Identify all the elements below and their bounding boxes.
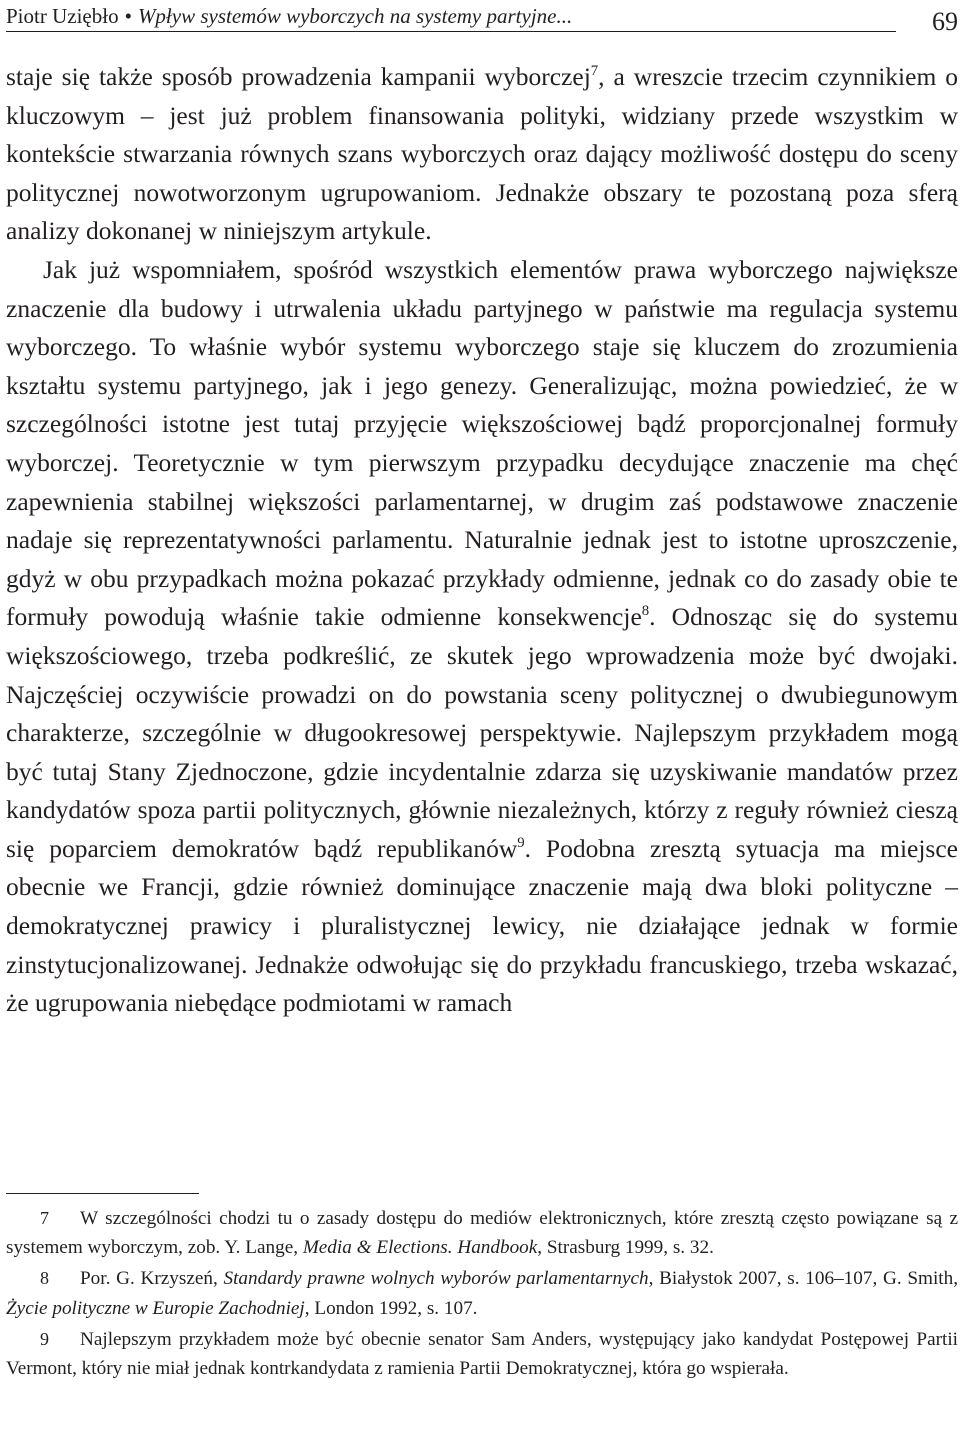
footnote-citation-title: Życie polityczne w Europie Zachodniej bbox=[6, 1297, 305, 1319]
footnote-ref-8: 8 bbox=[641, 603, 650, 620]
footnote-text: Por. G. Krzyszeń, bbox=[80, 1268, 224, 1290]
footnote-text: , Białystok 2007, s. 106–107, G. Smith, bbox=[648, 1268, 958, 1290]
footnote-number: 9 bbox=[40, 1328, 49, 1349]
footnote-ref-7: 7 bbox=[590, 62, 599, 79]
footnotes bbox=[6, 1204, 958, 1385]
header-rule bbox=[6, 31, 896, 32]
header-author: Piotr Uziębło bbox=[6, 4, 119, 28]
header-bullet-icon: • bbox=[124, 4, 132, 28]
footnote-separator bbox=[6, 1193, 199, 1194]
main-text bbox=[6, 58, 958, 1023]
document-page bbox=[6, 0, 958, 1444]
paragraph-1-text-a: staje się także sposób prowadzenia kampanii wyborczej bbox=[6, 62, 591, 91]
footnote-ref-9: 9 bbox=[517, 834, 525, 851]
paragraph-1-text-b: , a wreszcie trzecim czynnikiem o kluczowym – jest już problem finansowania polityki, widziany przede wszystkim w kontekście stwarzania równych szans wyborczych oraz dający możliwość dostępu do sceny politycznej nowotworzonym ugrupowaniom. Jednakże obszary te pozostaną poza sferą analizy dokonanej w niniejszym artykule. bbox=[6, 62, 958, 246]
footnote-text: , London 1992, s. 107. bbox=[304, 1297, 478, 1319]
footnote-text: , Strasburg 1999, s. 32. bbox=[537, 1237, 714, 1259]
running-header bbox=[6, 2, 958, 38]
footnote-number: 7 bbox=[40, 1208, 49, 1228]
paragraph-2-text-b: . Odnosząc się do systemu większościowego, trzeba podkreślić, ze skutek jego wprowadzenia może być dwojaki. Najczęściej oczywiście prowadzi on do powstania sceny politycznej o dwubiegunowym charakterze, szczególnie w długookresowej perspektywie. Najlepszym przykładem mogą być tutaj Stany Zjednoczone, gdzie incydentalnie zdarza się uzyskiwanie mandatów przez kandydatów spoza partii politycznych, głównie niezależnych, którzy z reguły również cieszą się poparciem demokratów bądź republikanów bbox=[6, 602, 958, 863]
footnote-citation-title: Media & Elections. Handbook bbox=[302, 1237, 538, 1259]
footnote-7 bbox=[6, 1204, 958, 1262]
header-left bbox=[6, 4, 572, 29]
paragraph-1 bbox=[6, 58, 958, 251]
footnote-number: 8 bbox=[40, 1268, 49, 1289]
footnote-9 bbox=[6, 1325, 958, 1383]
footnote-8 bbox=[6, 1264, 958, 1322]
footnote-text: Najlepszym przykładem może być obecnie senator Sam Anders, występujący jako kandydat Postępowej Partii Vermont, który nie miał jednak kontrkandydata z ramienia Partii Demokratycznej, która go wspierała. bbox=[6, 1328, 958, 1380]
paragraph-2-text-a: Jak już wspomniałem, spośród wszystkich elementów prawa wyborczego największe znaczenie dla budowy i utrwalenia układu partyjnego w państwie ma regulacja systemu wyborczego. To właśnie wybór systemu wyborczego staje się kluczem do zrozumienia kształtu systemu partyjnego, jak i jego genezy. Generalizując, można powiedzieć, że w szczególności istotne jest tutaj przyjęcie większościowej bądź proporcjonalnej formuły wyborczej. Teoretycznie w tym pierwszym przypadku decydujące znaczenie ma chęć zapewnienia stabilnej większości parlamentarnej, w drugim zaś podstawowe znaczenie nadaje się reprezentatywności parlamentu. Naturalnie jednak jest to istotne uproszczenie, gdyż w obu przypadkach można pokazać przykłady odmienne, jednak co do zasady obie te formuły powodują właśnie takie odmienne konsekwencje bbox=[6, 254, 958, 632]
paragraph-2 bbox=[6, 251, 958, 1023]
header-title: Wpływ systemów wyborczych na systemy partyjne... bbox=[137, 4, 573, 28]
paragraph-2-text-c: . Podobna zresztą sytuacja ma miejsce obecnie we Francji, gdzie również dominujące znaczenie mają dwa bloki polityczne – demokratycznej prawicy i pluralistycznej lewicy, nie działające jednak w formie zinstytucjonalizowanej. Jednakże odwołując się do przykładu francuskiego, trzeba wskazać, że ugrupowania niebędące podmiotami w ramach bbox=[6, 833, 958, 1018]
page-number: 69 bbox=[932, 7, 958, 36]
footnote-text: W szczególności chodzi tu o zasady dostępu do mediów elektronicznych, które zresztą często powiązane są z systemem wyborczym, zob. Y. Lange, bbox=[6, 1208, 958, 1259]
footnote-citation-title: Standardy prawne wolnych wyborów parlamentarnych bbox=[223, 1268, 649, 1290]
